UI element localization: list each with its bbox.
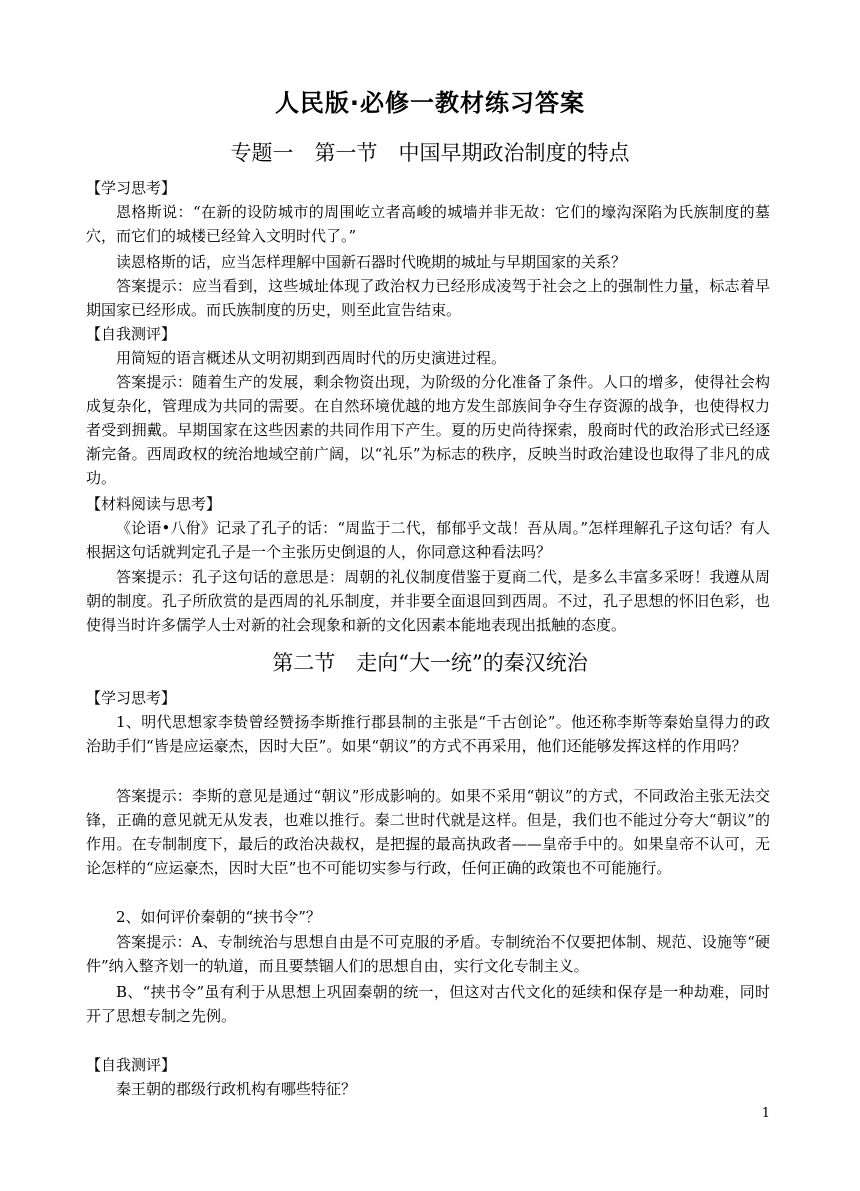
document-title: 人民版·必修一教材练习答案 xyxy=(274,89,586,117)
section-tag-self-assessment-2: 【自我测评】 xyxy=(86,1056,177,1074)
section-tag-study-thinking-2: 【学习思考】 xyxy=(86,689,177,707)
section-tag-study-thinking: 【学习思考】 xyxy=(86,179,177,197)
paragraph-evolution-answer: 答案提示：随着生产的发展，剩余物资出现，为阶级的分化准备了条件。人口的增多，使得社会构成复杂化，管理成为共同的需要。在自然环境优越的地方发生部族间争夺生存资源的战争，也使得权力者受到拥戴。早期国家在这些因素的共同作用下产生。夏的历史尚待探索，殷商时代的政治形式已经逐渐完备。西周政权的统治地域空前广阔，以“礼乐”为标志的秩序，反映当时政治建设也取得了非凡的成功。 xyxy=(86,373,770,487)
paragraph-engels-answer: 答案提示：应当看到，这些城址体现了政治权力已经形成凌驾于社会之上的强制性力量，标志着早期国家已经形成。而氏族制度的历史，则至此宣告结束。 xyxy=(86,277,770,319)
paragraph-confucius-answer: 答案提示：孔子这句话的意思是：周朝的礼仪制度借鉴于夏商二代，是多么丰富多采呀！我遵从周朝的制度。孔子所欣赏的是西周的礼乐制度，并非要全面退回到西周。不过，孔子思想的怀旧色彩，也使得当时许多儒学人士对新的社会现象和新的文化因素本能地表现出抵触的态度。 xyxy=(86,568,770,634)
paragraph-commandery-question: 秦王朝的郡级行政机构有哪些特征？ xyxy=(116,1080,357,1098)
paragraph-lisi-answer: 答案提示：李斯的意见是通过“朝议”形成影响的。如果不采用“朝议”的方式，不同政治主张无法交锋，正确的意见就无从发表，也难以推行。秦二世时代就是这样。但是，我们也不能过分夸大“朝议”的作用。在专制制度下，最后的政治决裁权，是把握的最高执政者——皇帝手中的。如果皇帝不认可，无论怎样的“应运豪杰，因时大臣”也不可能切实参与行政，任何正确的政策也不可能施行。 xyxy=(86,787,770,877)
section-heading-1: 专题一 第一节 中国早期政治制度的特点 xyxy=(230,141,630,165)
paragraph-engels-question: 读恩格斯的话，应当怎样理解中国新石器时代晚期的城址与早期国家的关系？ xyxy=(116,253,627,271)
paragraph-xieshuling-question: 2、如何评价秦朝的“挟书令”？ xyxy=(116,908,321,926)
page-number: 1 xyxy=(761,1106,770,1121)
section-tag-self-assessment: 【自我测评】 xyxy=(86,325,177,343)
paragraph-xieshuling-answer-b: B、“挟书令”虽有利于从思想上巩固秦朝的统一，但这对古代文化的延续和保存是一种劫难，同时开了思想专制之先例。 xyxy=(86,983,770,1025)
paragraph-lisi-question: 1、明代思想家李贽曾经赞扬李斯推行郡县制的主张是“千古创论”。他还称李斯等秦始皇得力的政治助手们“皆是应运豪杰，因时大臣”。如果“朝议”的方式不再采用，他们还能够发挥这样的作用吗？ xyxy=(86,713,770,755)
paragraph-xieshuling-answer-a: 答案提示：A、专制统治与思想自由是不可克服的矛盾。专制统治不仅要把体制、规范、设施等“硬件”纳入整齐划一的轨道，而且要禁锢人们的思想自由，实行文化专制主义。 xyxy=(86,933,770,975)
section-heading-2: 第二节 走向“大一统”的秦汉统治 xyxy=(272,651,588,675)
section-tag-material-reading: 【材料阅读与思考】 xyxy=(86,495,222,513)
paragraph-confucius-question: 《论语•八佾》记录了孔子的话：“周监于二代，郁郁乎文哉！吾从周。”怎样理解孔子这句话？有人根据这句话就判定孔子是一个主张历史倒退的人，你同意这种看法吗？ xyxy=(86,519,770,561)
paragraph-engels-quote: 恩格斯说：“在新的设防城市的周围屹立者高峻的城墙并非无故：它们的壕沟深陷为氏族制度的墓穴，而它们的城楼已经耸入文明时代了。” xyxy=(86,203,770,245)
paragraph-evolution-question: 用简短的语言概述从文明初期到西周时代的历史演进过程。 xyxy=(116,349,507,367)
